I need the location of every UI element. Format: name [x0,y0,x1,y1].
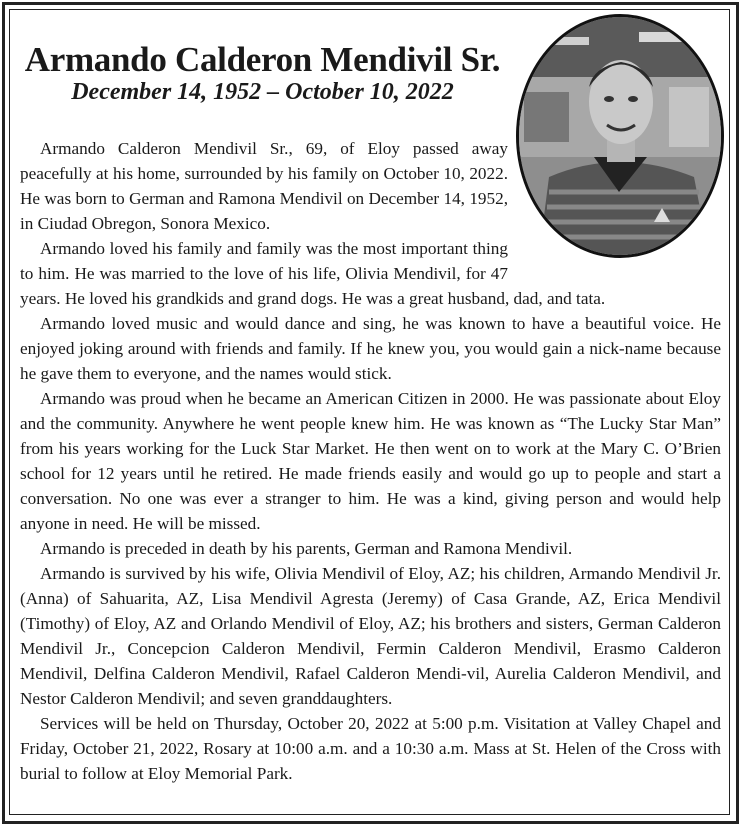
obituary-body [20,136,721,786]
paragraph-music: Armando loved music and would dance and sing, he was known to have a beautiful voice. He enjoyed joking around with friends and family. If he knew you, you would gain a nick-name because he gave them to everyone, and the names would stick. [20,314,721,383]
photo-wrap-space [516,136,721,276]
deceased-name: Armando Calderon Mendivil Sr. [24,40,501,79]
paragraph-family: Armando loved his family and family was the most important thing to him. He was married to the love of his life, Olivia Mendivil, for 47 years. He loved his grandkids and grand dogs. He was a great husband, dad, and tata. [20,239,606,308]
life-dates: December 14, 1952 – October 10, 2022 [71,79,454,105]
paragraph-preceded: Armando is preceded in death by his parents, German and Ramona Mendivil. [40,539,573,558]
paragraph-career: Armando was proud when he became an American Citizen in 2000. He was passionate about Eloy and the community. Anywhere he went people knew him. He was known as “The Lucky Star Man” from his years working for the Luck Star Market. He then went on to work at the Mary C. O’Brien school for 12 years until he retired. He made friends easily and would go up to people and start a conversation. No one was ever a stranger to him. He was a kind, giving person and would help anyone in need. He will be missed. [20,389,721,533]
paragraph-survived: Armando is survived by his wife, Olivia Mendivil of Eloy, AZ; his children, Armando Mendivil Jr. (Anna) of Sahuarita, AZ, Lisa Mendivil Agresta (Jeremy) of Casa Grande, AZ, Erica Mendivil (Timothy) of Eloy, AZ and Orlando Mendivil of Eloy, AZ; his brothers and sisters, German Calderon Mendivil Jr., Concepcion Calderon Mendivil, Fermin Calderon Mendivil, Erasmo Calderon Mendivil, Delfina Calderon Mendivil, Rafael Calderon Mendi-vil, Aurelia Calderon Mendivil, and Nestor Calderon Mendivil; and seven granddaughters. [20,564,721,708]
paragraph-intro: Armando Calderon Mendivil Sr., 69, of Eloy passed away peacefully at his home, surrounded by his family on October 10, 2022. He was born to German and Ramona Mendivil on December 14, 1952, in Ciudad Obregon, Sonora Mexico. [20,139,508,233]
paragraph-services: Services will be held on Thursday, October 20, 2022 at 5:00 p.m. Visitation at Valley Chapel and Friday, October 21, 2022, Rosary at 10:00 a.m. and a 10:30 a.m. Mass at St. Helen of the Cross with burial to follow at Eloy Memorial Park. [20,714,721,783]
